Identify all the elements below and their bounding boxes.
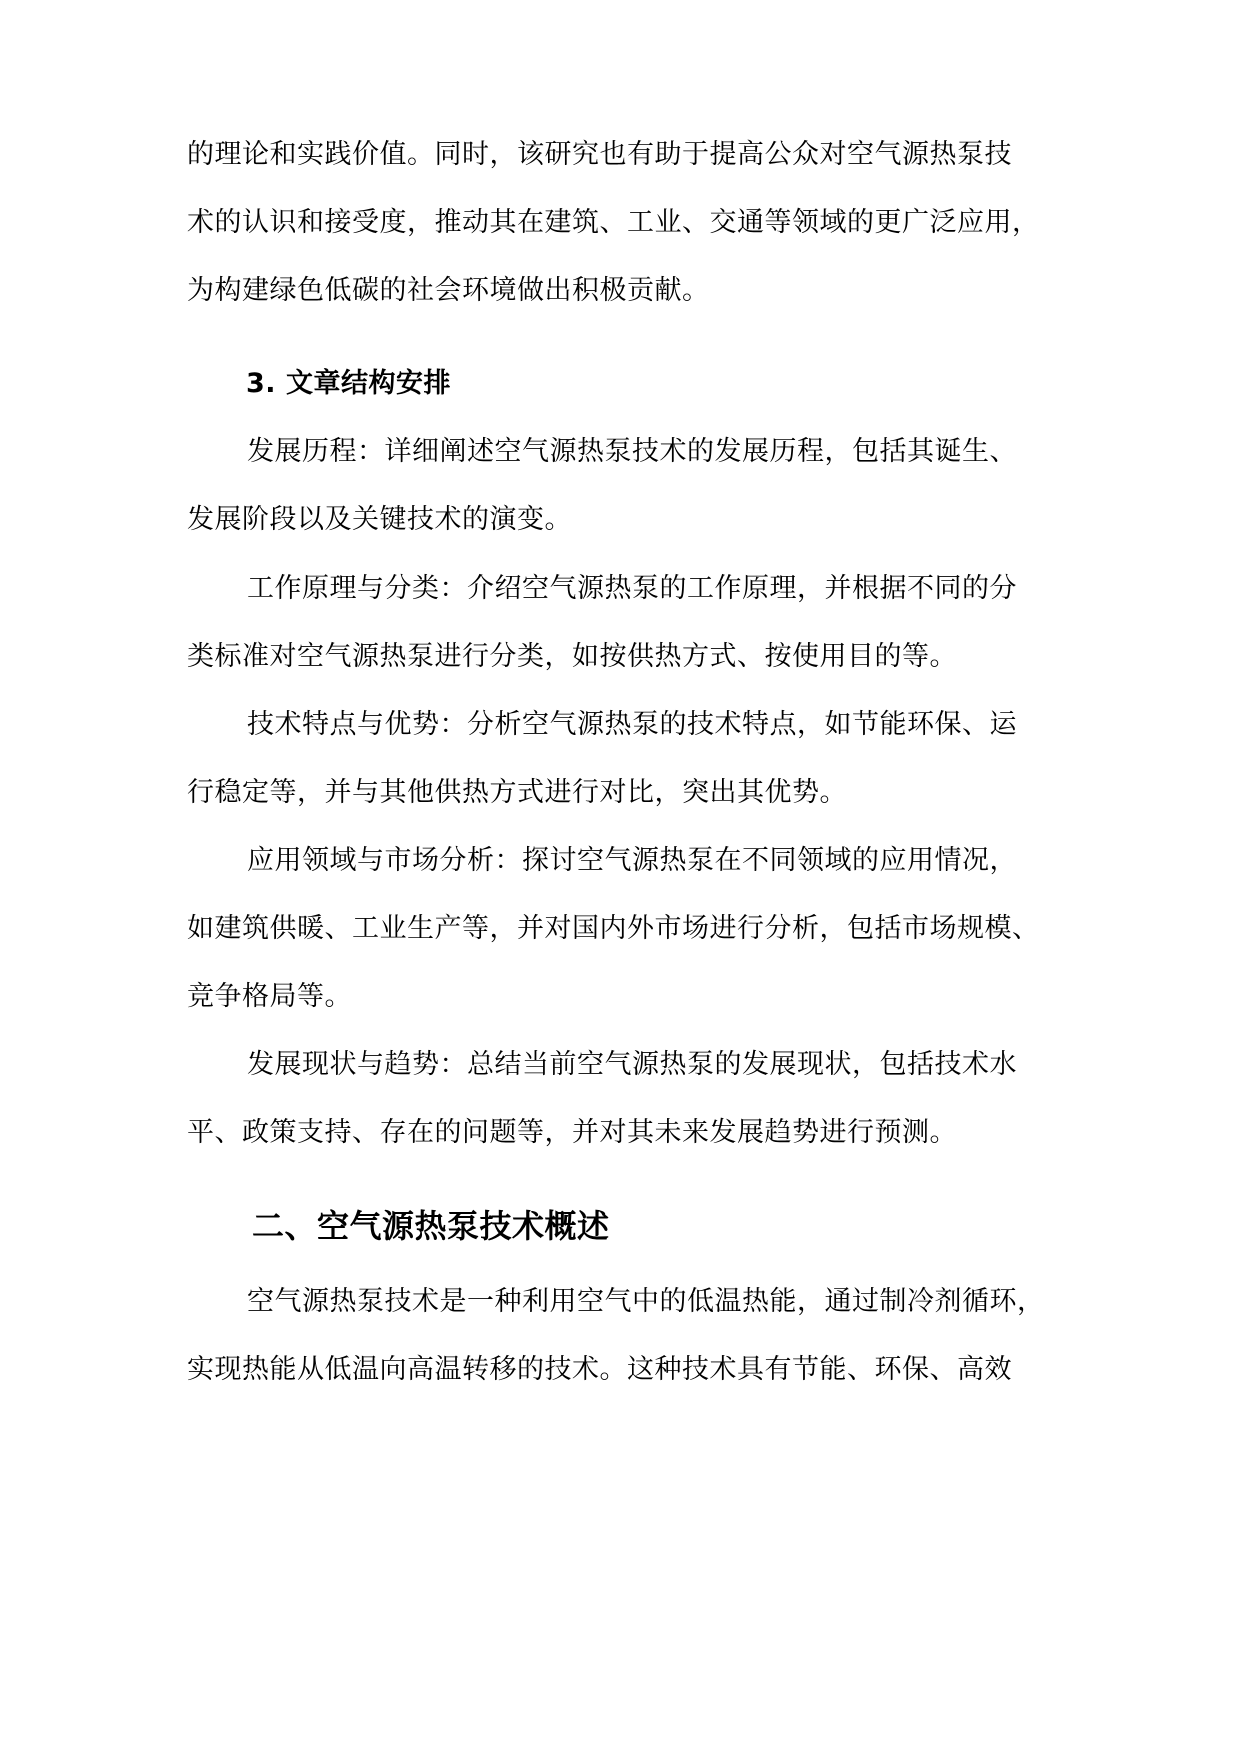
chapter-heading: 二、空气源热泵技术概述 [252,1207,610,1245]
structure-item-line: 行稳定等，并与其他供热方式进行对比，突出其优势。 [187,777,847,808]
structure-item-line: 类标准对空气源热泵进行分类，如按供热方式、按使用目的等。 [187,641,957,672]
paragraph-line: 空气源热泵技术是一种利用空气中的低温热能，通过制冷剂循环， [247,1286,1045,1317]
paragraph-line: 的理论和实践价值。同时，该研究也有助于提高公众对空气源热泵技 [187,139,1012,170]
structure-item-line: 发展现状与趋势：总结当前空气源热泵的发展现状，包括技术水 [247,1049,1017,1080]
paragraph-line: 为构建绿色低碳的社会环境做出积极贡献。 [187,275,710,306]
paragraph-line: 术的认识和接受度，推动其在建筑、工业、交通等领域的更广泛应用， [187,207,1040,238]
structure-item-line: 技术特点与优势：分析空气源热泵的技术特点，如节能环保、运 [247,709,1017,740]
structure-item-line: 如建筑供暖、工业生产等，并对国内外市场进行分析，包括市场规模、 [187,913,1040,944]
structure-item-line: 工作原理与分类：介绍空气源热泵的工作原理，并根据不同的分 [247,573,1017,604]
structure-item-line: 发展历程：详细阐述空气源热泵技术的发展历程，包括其诞生、 [247,436,1017,467]
structure-item-line: 应用领域与市场分析：探讨空气源热泵在不同领域的应用情况， [247,845,1017,876]
structure-item-line: 平、政策支持、存在的问题等，并对其未来发展趋势进行预测。 [187,1117,957,1148]
structure-item-line: 发展阶段以及关键技术的演变。 [187,504,572,535]
paragraph-line: 实现热能从低温向高温转移的技术。这种技术具有节能、环保、高效 [187,1354,1012,1385]
structure-item-line: 竞争格局等。 [187,981,352,1012]
section-heading: 3. 文章结构安排 [246,368,451,399]
